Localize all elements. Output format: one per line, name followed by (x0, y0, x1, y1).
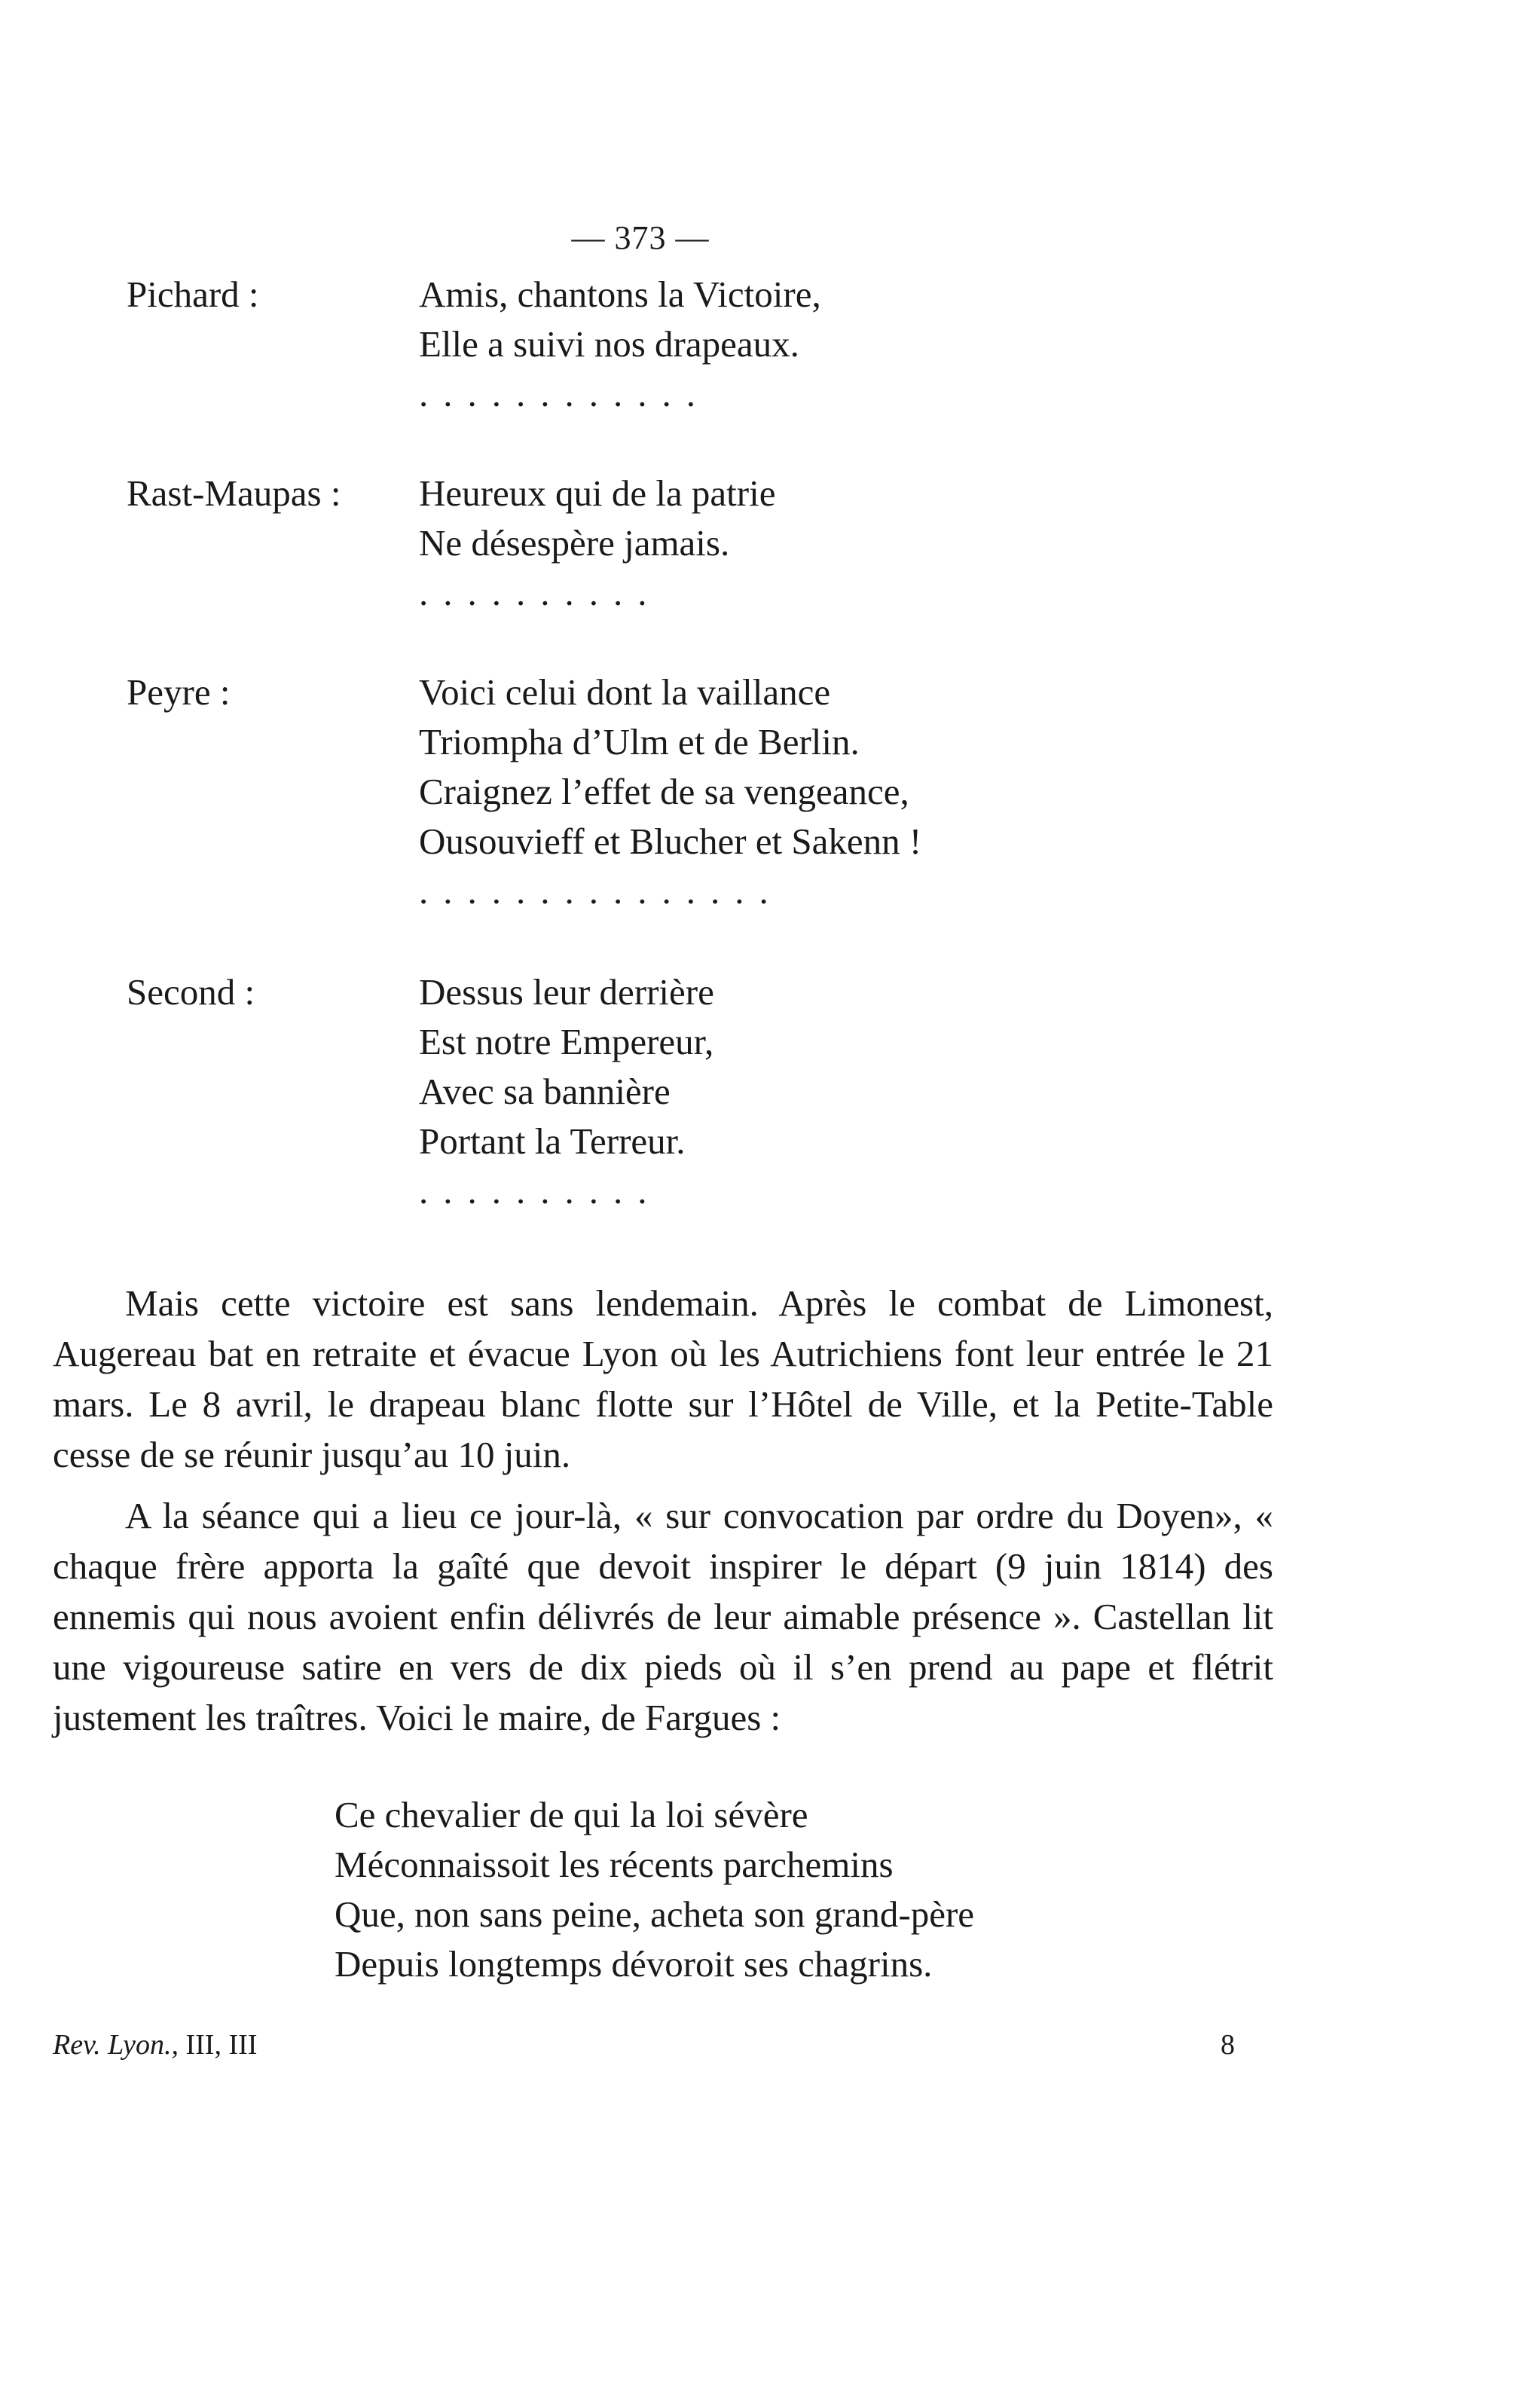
verse-line: Avec sa bannière (419, 1071, 671, 1112)
verse-block (419, 668, 921, 916)
verse-block (419, 469, 775, 618)
verse-line: Elle a suivi nos drapeaux. (419, 323, 799, 365)
quoted-verse (335, 1790, 974, 1989)
speaker-name: Pichard : (127, 274, 259, 315)
verse-line: Ne désespère jamais. (419, 522, 730, 564)
page-number: — 373 — (571, 219, 710, 256)
ellipsis-dots: ............... (419, 870, 784, 912)
verse-line: Portant la Terreur. (419, 1120, 686, 1162)
verse-line: Méconnaissoit les récents parchemins (335, 1844, 894, 1885)
verse-line: Est notre Empereur, (419, 1021, 714, 1062)
source-volume: III, III (185, 2029, 258, 2061)
verse-line: Amis, chantons la Victoire, (419, 274, 821, 315)
ellipsis-dots: ............ (419, 373, 710, 414)
verse-block (419, 270, 821, 419)
ellipsis-dots: .......... (419, 572, 662, 613)
speaker-name: Rast-Maupas : (127, 472, 341, 514)
verse-block (419, 967, 714, 1216)
verse-line: Voici celui dont la vaillance (419, 671, 831, 713)
verse-line: Depuis longtemps dévoroit ses chagrins. (335, 1943, 933, 1985)
ellipsis-dots: .......... (419, 1170, 662, 1212)
speaker-name: Second : (127, 971, 255, 1013)
verse-line: Craignez l’effet de sa vengeance, (419, 771, 909, 812)
signature-mark: 8 (1221, 2029, 1235, 2061)
verse-line: Ce chevalier de qui la loi sévère (335, 1794, 808, 1835)
verse-line: Triompha d’Ulm et de Berlin. (419, 721, 860, 762)
verse-line: Que, non sans peine, acheta son grand-père (335, 1893, 975, 1935)
verse-line: Ousouvieff et Blucher et Sakenn ! (419, 821, 922, 862)
verse-line: Heureux qui de la patrie (419, 472, 776, 514)
verse-line: Dessus leur derrière (419, 971, 714, 1013)
prose-body (53, 1278, 1273, 1753)
paragraph: Mais cette victoire est sans lendemain. Après le combat de Limonest, Augereau bat en retraite et évacue Lyon où les Autrichiens font leur entrée le 21 mars. Le 8 avril, le drapeau blanc flotte sur l’Hôtel de Ville, et la Petite-Table cesse de se réunir jusqu’au 10 juin. (53, 1282, 1273, 1475)
source-title: Rev. Lyon., (53, 2029, 179, 2061)
speaker-name: Peyre : (127, 671, 231, 713)
footer-source (53, 2028, 257, 2061)
paragraph: A la séance qui a lieu ce jour-là, « sur convocation par ordre du Doyen», « chaque frère apporta la gaîté que devoit inspirer le départ (9 juin 1814) des ennemis qui nous avoient enfin délivrés de leur aimable présence ». Castellan lit une vigoureuse satire en vers de dix pieds où il s’en prend au pape et flétrit justement les traîtres. Voici le maire, de Fargues : (53, 1495, 1273, 1738)
